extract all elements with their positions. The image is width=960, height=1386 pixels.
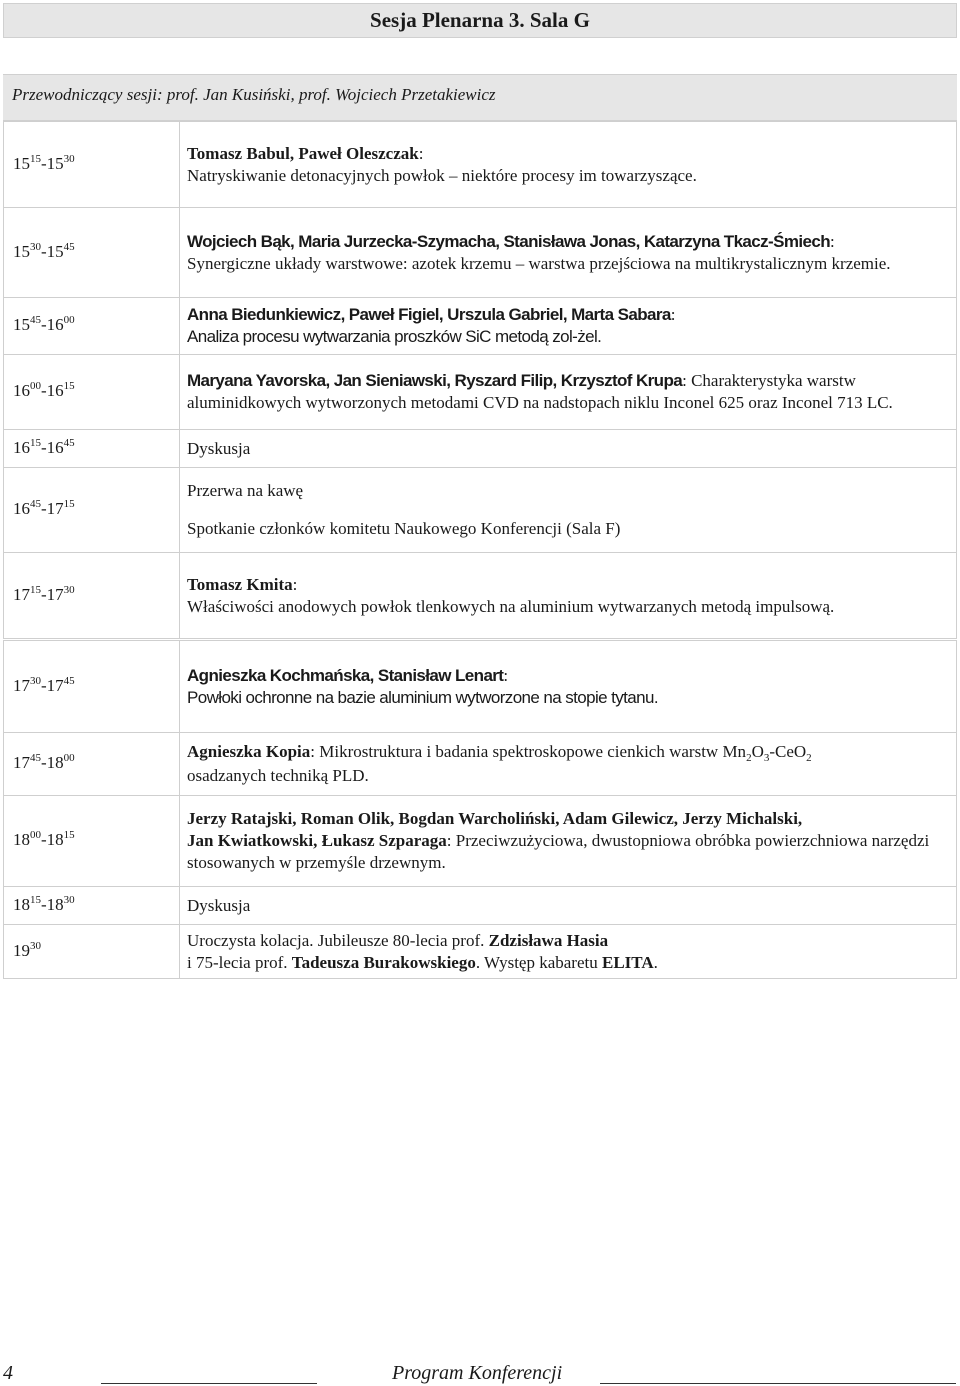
- talk-authors: Tomasz Kmita: [187, 574, 293, 594]
- talk-title-cont: osadzanych techniką PLD.: [187, 766, 369, 785]
- talk-cell: Tomasz Babul, Paweł Oleszczak: Natryskiwanie detonacyjnych powłok – niektóre procesy im towarzyszące.: [180, 122, 957, 208]
- time-cell: $16^{45}-17^{15}$: [4, 468, 180, 553]
- footer-title: Program Konferencji: [392, 1362, 563, 1384]
- schedule-row: [4, 641, 957, 733]
- time-cell: $17^{15}-17^{30}$: [4, 553, 180, 639]
- break-cell: [180, 468, 957, 553]
- chair-name-1: Jan Kusiński: [203, 85, 291, 104]
- time-cell: $18^{15}-18^{30}$: [4, 887, 180, 925]
- dinner-cell: Uroczysta kolacja. Jubileusze 80-lecia prof. Zdzisława Hasia i 75-lecia prof. Tadeusza Burakowskiego. Występ kabaretu ELITA.: [180, 925, 957, 979]
- discussion-label: Dyskusja: [187, 895, 251, 915]
- talk-cell: Maryana Yavorska, Jan Sieniawski, Ryszard Filip, Krzysztof Krupa: Charakterystyka warstw aluminidkowych wytworzonych metodami CVD na nadstopach niklu Inconel 625 oraz Inconel 713 LC.: [180, 355, 957, 430]
- session-title: Sesja Plenarna 3. Sala G: [3, 3, 957, 38]
- time-cell: $17^{30}-17^{45}$: [4, 641, 180, 733]
- schedule-row: [4, 298, 957, 355]
- chair-label: Przewodniczący sesji: prof.: [12, 85, 204, 104]
- talk-title: Synergiczne układy warstwowe: azotek krzemu – warstwa przejściowa na multikrystalicznym krzemie.: [187, 253, 891, 273]
- schedule-row: [4, 887, 957, 925]
- talk-cell: Agnieszka Kopia: Mikrostruktura i badania spektroskopowe cienkich warstw $Mn_2O_3-CeO_2$ osadzanych techniką PLD.: [180, 733, 957, 796]
- time-cell: $16^{00}-16^{15}$: [4, 355, 180, 430]
- talk-authors: Anna Biedunkiewicz, Paweł Figiel, Urszula Gabriel, Marta Sabara: [187, 305, 671, 324]
- talk-title: Powłoki ochronne na bazie aluminium wytworzone na stopie tytanu.: [187, 687, 658, 707]
- talk-authors-cont: Jan Kwiatkowski, Łukasz Szparaga: [187, 831, 447, 850]
- coffee-break-label: Przerwa na kawę: [187, 481, 304, 500]
- schedule-row: [4, 468, 957, 553]
- talk-title: Charakterystyka warstw aluminidkowych wytworzonych metodami CVD na nadstopach niklu Inconel 625 oraz Inconel 713 LC.: [187, 371, 893, 412]
- talk-cell: Anna Biedunkiewicz, Paweł Figiel, Urszula Gabriel, Marta Sabara: Analiza procesu wytwarzania proszków SiC metodą zol-żel.: [180, 298, 957, 355]
- session-chairs: [3, 74, 957, 121]
- talk-title: Przeciwzużyciowa, dwustopniowa obróbka powierzchniowa narzędzi stosowanych w przemyśle drzewnym.: [187, 831, 930, 872]
- time-cell: $15^{45}-16^{00}$: [4, 298, 180, 355]
- schedule-row: [4, 925, 957, 979]
- discussion-label: Dyskusja: [187, 438, 251, 458]
- time-cell: $15^{15}-15^{30}$: [4, 122, 180, 208]
- chair-name-2: Wojciech Przetakiewicz: [335, 85, 496, 104]
- discussion-cell: [180, 430, 957, 468]
- talk-title: Mikrostruktura i badania spektroskopowe cienkich warstw Mn: [319, 742, 747, 761]
- footer-rule-left: [101, 1383, 317, 1384]
- chair-separator: , prof.: [290, 85, 336, 104]
- talk-authors: Agnieszka Kopia: [187, 742, 311, 761]
- talk-cell: Tomasz Kmita: Właściwości anodowych powłok tlenkowych na aluminium wytwarzanych metodą impulsową.: [180, 553, 957, 639]
- time-cell: $15^{30}-15^{45}$: [4, 208, 180, 298]
- schedule-row: [4, 122, 957, 208]
- schedule-row: [4, 733, 957, 796]
- talk-title: Analiza procesu wytwarzania proszków SiC metodą zol-żel.: [187, 327, 602, 346]
- talk-authors: Maryana Yavorska, Jan Sieniawski, Ryszard Filip, Krzysztof Krupa: [187, 371, 683, 390]
- talk-authors: Wojciech Bąk, Maria Jurzecka-Szymacha, Stanisława Jonas, Katarzyna Tkacz-Śmiech: [187, 231, 830, 251]
- time-cell: $19^{30}$: [4, 925, 180, 979]
- committee-meeting-label: Spotkanie członków komitetu Naukowego Konferencji (Sala F): [187, 519, 621, 538]
- talk-cell: Agnieszka Kochmańska, Stanisław Lenart: Powłoki ochronne na bazie aluminium wytworzone na stopie tytanu.: [180, 641, 957, 733]
- schedule-row: [4, 208, 957, 298]
- talk-cell: Jerzy Ratajski, Roman Olik, Bogdan Warcholiński, Adam Gilewicz, Jerzy Michalski, Jan Kwiatkowski, Łukasz Szparaga: Przeciwzużyciowa, dwustopniowa obróbka powierzchniowa narzędzi stosowanych w przemyśle drzewnym.: [180, 796, 957, 887]
- time-cell: $17^{45}-18^{00}$: [4, 733, 180, 796]
- schedule-row: [4, 430, 957, 468]
- schedule-row: [4, 796, 957, 887]
- talk-cell: Wojciech Bąk, Maria Jurzecka-Szymacha, Stanisława Jonas, Katarzyna Tkacz-Śmiech: Synergiczne układy warstwowe: azotek krzemu – warstwa przejściowa na multikrystalicznym krzemie.: [180, 208, 957, 298]
- schedule-block-2: [3, 640, 957, 979]
- talk-authors: Jerzy Ratajski, Roman Olik, Bogdan Warcholiński, Adam Gilewicz, Jerzy Michalski,: [187, 809, 803, 828]
- schedule-block-1: [3, 121, 957, 639]
- talk-title: Natryskiwanie detonacyjnych powłok – niektóre procesy im towarzyszące.: [187, 165, 697, 185]
- time-cell: $18^{00}-18^{15}$: [4, 796, 180, 887]
- page-number: 4: [3, 1362, 13, 1384]
- schedule-row: [4, 553, 957, 639]
- schedule-row: [4, 355, 957, 430]
- talk-title: Właściwości anodowych powłok tlenkowych na aluminium wytwarzanych metodą impulsową.: [187, 596, 835, 616]
- talk-authors: Tomasz Babul, Paweł Oleszczak: [187, 143, 419, 163]
- footer-rule-right: [600, 1383, 956, 1384]
- talk-authors: Agnieszka Kochmańska, Stanisław Lenart: [187, 665, 504, 685]
- discussion-cell: [180, 887, 957, 925]
- time-cell: $16^{15}-16^{45}$: [4, 430, 180, 468]
